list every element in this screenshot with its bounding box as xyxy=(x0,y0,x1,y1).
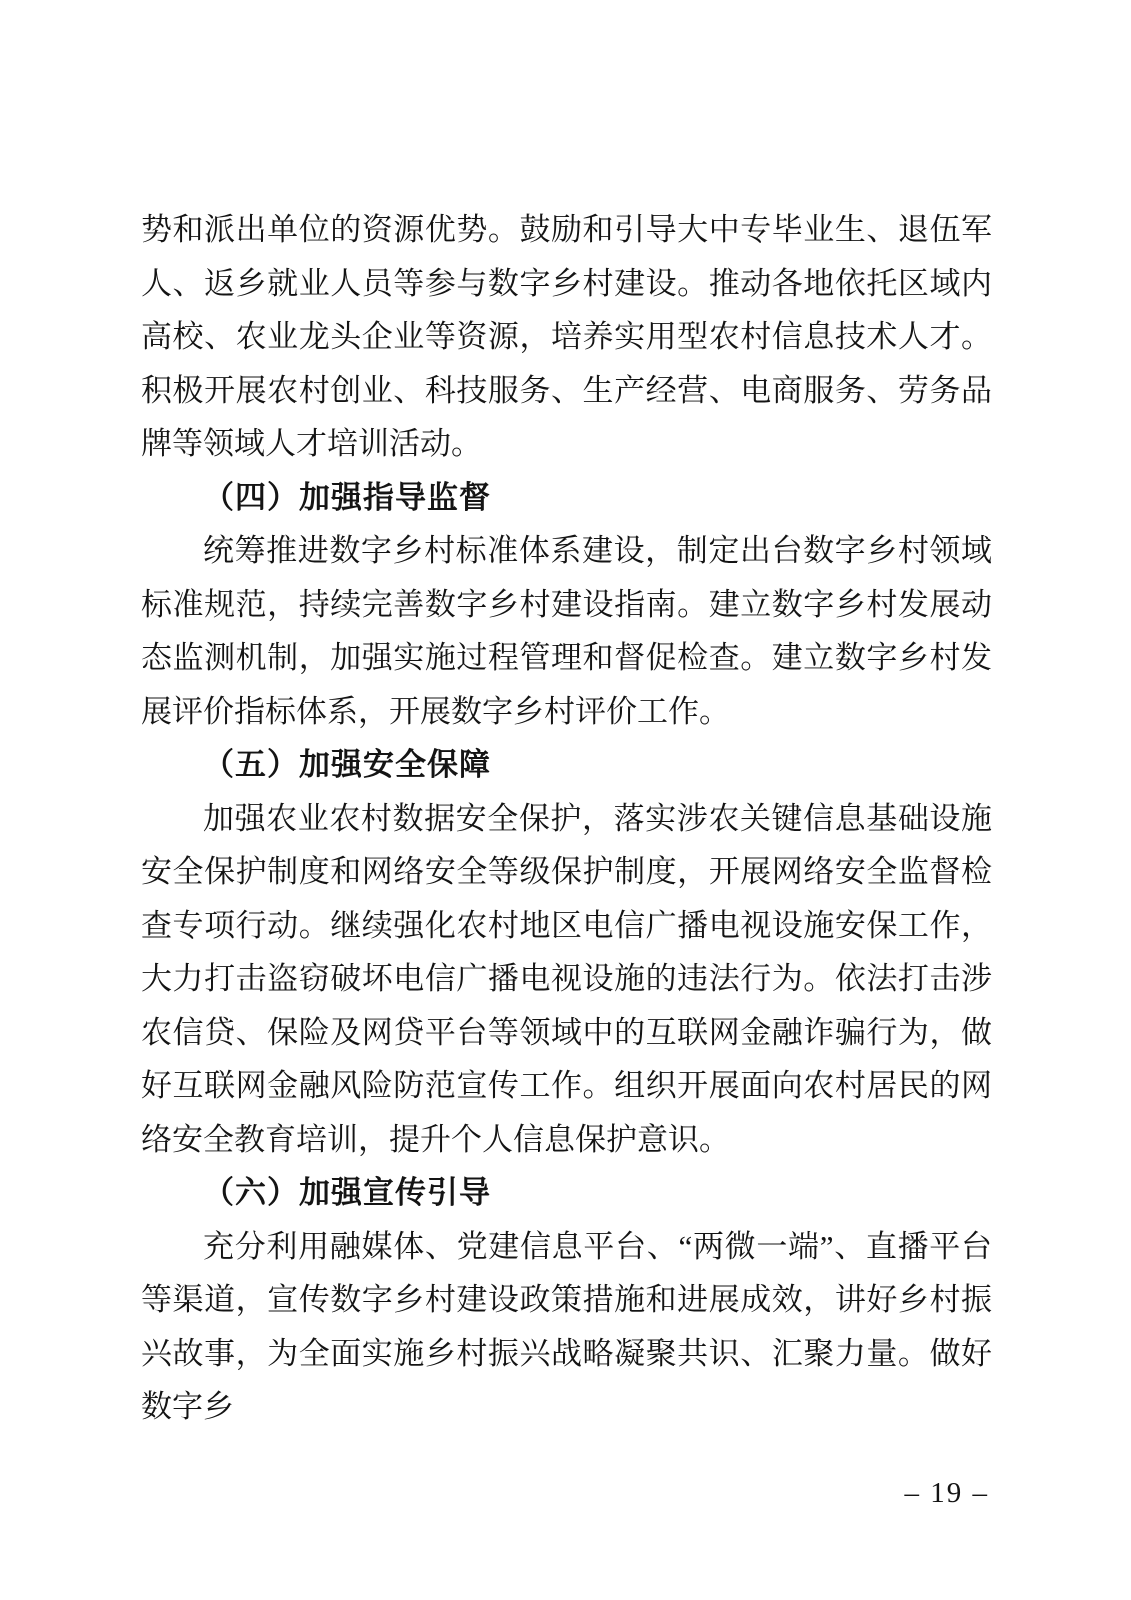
document-body xyxy=(141,203,992,1434)
paragraph-section-4: 统筹推进数字乡村标准体系建设，制定出台数字乡村领域标准规范，持续完善数字乡村建设指南。建立数字乡村发展动态监测机制，加强实施过程管理和督促检查。建立数字乡村发展评价指标体系，开展数字乡村评价工作。 xyxy=(141,533,992,729)
page-number: – 19 – xyxy=(904,1477,989,1509)
paragraph-continuation: 势和派出单位的资源优势。鼓励和引导大中专毕业生、退伍军人、返乡就业人员等参与数字乡村建设。推动各地依托区域内高校、农业龙头企业等资源，培养实用型农村信息技术人才。积极开展农村创业、科技服务、生产经营、电商服务、劳务品牌等领域人才培训活动。 xyxy=(141,212,992,461)
section-heading-6: （六）加强宣传引导 xyxy=(203,1175,491,1210)
paragraph-section-6: 充分利用融媒体、党建信息平台、“两微一端”、直播平台等渠道，宣传数字乡村建设政策措施和进展成效，讲好乡村振兴故事，为全面实施乡村振兴战略凝聚共识、汇聚力量。做好数字乡 xyxy=(141,1228,992,1424)
section-heading-5: （五）加强安全保障 xyxy=(203,747,491,782)
section-heading-4: （四）加强指导监督 xyxy=(203,479,491,515)
paragraph-section-5: 加强农业农村数据安全保护，落实涉农关键信息基础设施安全保护制度和网络安全等级保护制度，开展网络安全监督检查专项行动。继续强化农村地区电信广播电视设施安保工作，大力打击盗窃破坏电信广播电视设施的违法行为。依法打击涉农信贷、保险及网贷平台等领域中的互联网金融诈骗行为，做好互联网金融风险防范宣传工作。组织开展面向农村居民的网络安全教育培训，提升个人信息保护意识。 xyxy=(141,800,992,1157)
